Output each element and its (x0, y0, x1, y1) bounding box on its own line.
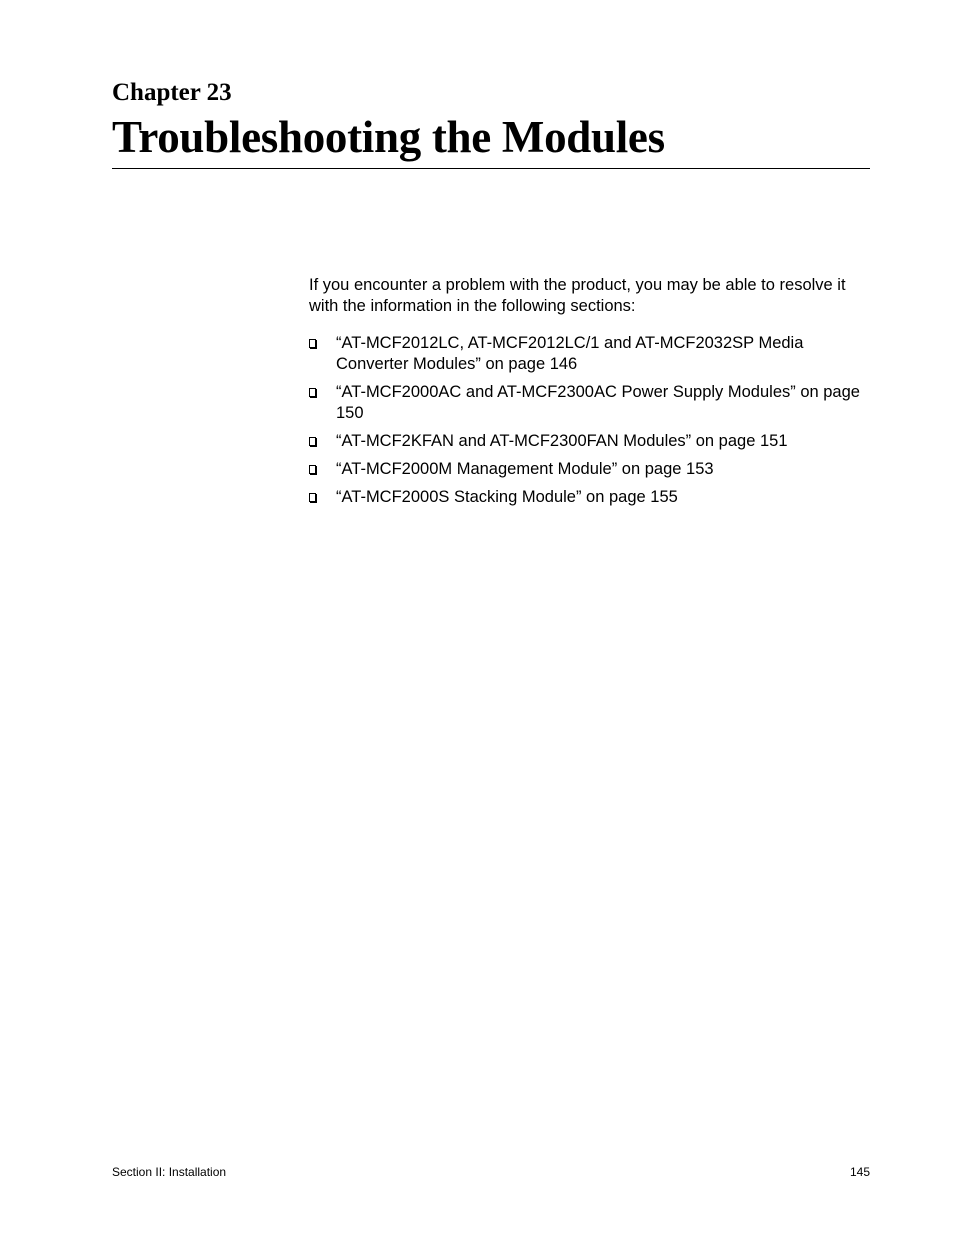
section-link-text[interactable]: “AT-MCF2000AC and AT-MCF2300AC Power Supply Modules” on page 150 (336, 383, 860, 422)
section-link-fan[interactable] (309, 431, 871, 452)
section-link-text[interactable]: “AT-MCF2000M Management Module” on page 153 (336, 460, 714, 478)
footer-section-name: Section II: Installation (112, 1165, 227, 1179)
title-divider (112, 168, 870, 169)
page-title: Troubleshooting the Modules (112, 112, 665, 162)
footer-page-number: 145 (849, 1165, 870, 1179)
section-link-management[interactable] (309, 459, 871, 480)
section-link-media-converter[interactable] (309, 333, 871, 375)
section-link-text[interactable]: “AT-MCF2KFAN and AT-MCF2300FAN Modules” on page 151 (336, 432, 788, 450)
checkbox-bullet-icon (309, 437, 316, 446)
section-link-text[interactable]: “AT-MCF2000S Stacking Module” on page 155 (336, 488, 678, 506)
main-content (309, 275, 871, 515)
intro-paragraph: If you encounter a problem with the product, you may be able to resolve it with the information in the following sections: (309, 276, 846, 315)
checkbox-bullet-icon (309, 493, 316, 502)
section-link-text[interactable]: “AT-MCF2012LC, AT-MCF2012LC/1 and AT-MCF2032SP Media Converter Modules” on page 146 (336, 334, 804, 373)
section-link-power-supply[interactable] (309, 382, 871, 424)
checkbox-bullet-icon (309, 339, 316, 348)
checkbox-bullet-icon (309, 465, 316, 474)
section-link-stacking[interactable] (309, 487, 871, 508)
chapter-label: Chapter 23 (112, 79, 232, 106)
section-link-list (309, 333, 871, 508)
checkbox-bullet-icon (309, 388, 316, 397)
